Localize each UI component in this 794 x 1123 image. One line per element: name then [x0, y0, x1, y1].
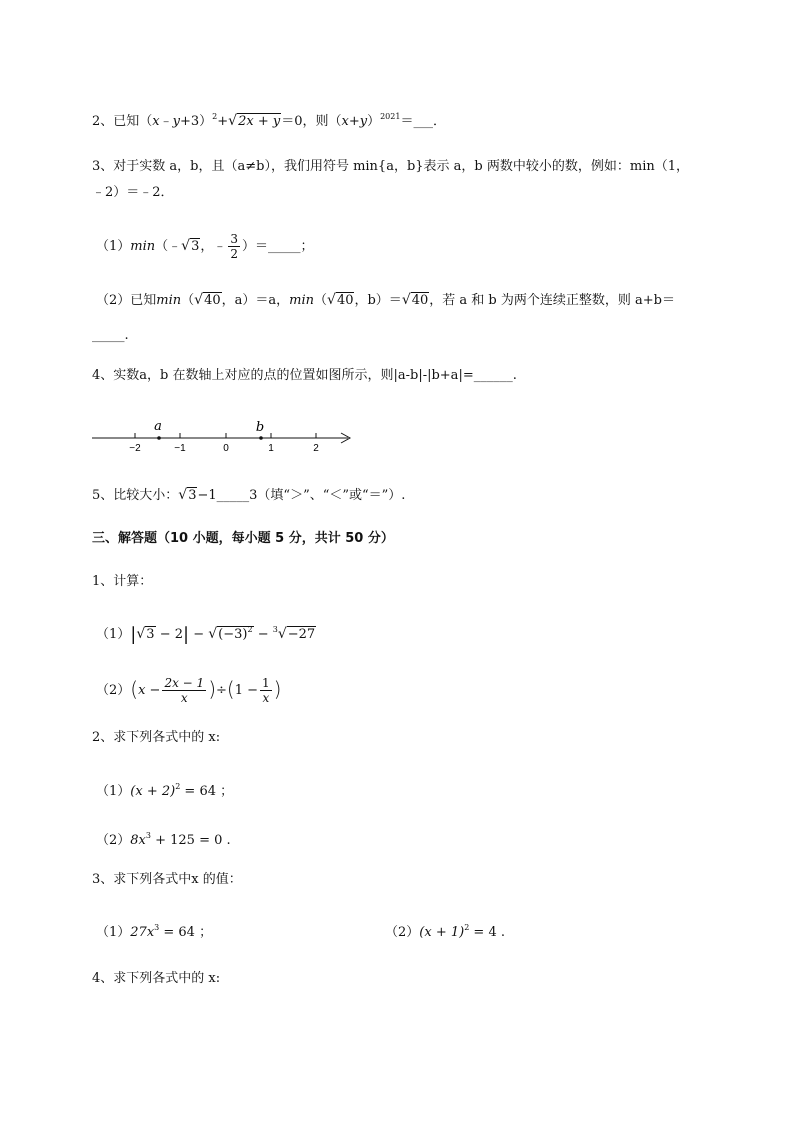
s2-p2-cube: 3	[145, 831, 151, 840]
q5-sqrt: √3	[178, 487, 197, 503]
q2-eq0: ＝0，则（	[281, 114, 342, 129]
q3-p2-a: ，a）＝a，	[221, 293, 290, 308]
s1-p2-fraction: $\frac{2x - 1}{x}$	[164, 676, 205, 705]
solve-2-part-1	[96, 778, 233, 801]
solve-3-title: 3、求下列各式中x 的值：	[92, 872, 242, 887]
s3-p2-prefix: （2）	[385, 925, 420, 940]
q2-sqrt: √2x + y	[228, 113, 281, 129]
s1-p2-x: x −	[138, 683, 161, 698]
s1-p1-cube-index: 3	[272, 625, 278, 634]
q2-close: ）	[367, 114, 381, 129]
point-b	[259, 436, 263, 440]
s3-p1-cube: 3	[154, 923, 160, 932]
q2-tail: ＝___．	[400, 114, 446, 129]
q2-y: y	[172, 114, 180, 129]
s1-p1-cbrt: √−27	[277, 626, 316, 642]
q3-p1-open: （﹣	[155, 239, 182, 254]
q3-p1-prefix: （1）	[96, 239, 131, 254]
q3-p2-b: ，b）＝	[354, 293, 402, 308]
q3-p2-sqrt2: √40	[327, 292, 354, 308]
point-a-label: a	[154, 419, 162, 434]
q3-p2-sqrt3: √40	[401, 292, 429, 308]
q5-minus1: −1	[197, 488, 217, 503]
q2-square: 2	[212, 112, 218, 121]
question-3-part-2: （2）已知min（√40，a）＝a，min（√40，b）＝√40，若 a 和 b 为两个连续正整数，则 a+b＝	[96, 292, 675, 308]
solve-2-title: 2、求下列各式中的 x:	[92, 730, 221, 745]
tick-label-1: 1	[268, 443, 274, 454]
q3-p1-tail: ）＝_____；	[242, 239, 314, 254]
solve-2-part-2	[96, 827, 231, 850]
s2-p1-prefix: （1）	[96, 784, 131, 799]
number-line	[90, 414, 360, 456]
s1-p1-minus2: − 2	[155, 627, 183, 642]
q3-p2-min1: min	[156, 293, 182, 308]
s2-p2-tail: + 125 = 0 .	[150, 833, 231, 848]
solve-1-part-2: （2）(x − $\frac{2x - 1}{x}$ )÷(1 − $\frac{1}{x}$ )	[96, 676, 282, 705]
s3-p2-tail: = 4 .	[469, 925, 505, 940]
question-4: 4、实数a，b 在数轴上对应的点的位置如图所示，则|a-b|-|b+a|=______.	[92, 368, 517, 383]
s3-p1-tail: = 64 ；	[159, 925, 213, 940]
q3-p1-mid: ，﹣	[200, 239, 227, 254]
q3-p2-tail: ，若 a 和 b 为两个连续正整数，则 a+b＝	[429, 293, 675, 308]
solve-1-title: 1、计算：	[92, 574, 153, 589]
s2-p1-expr: (x + 2)	[130, 784, 176, 799]
tick-label-neg1: −1	[174, 443, 186, 454]
q5-tail: _____3（填“＞”、“＜”或“＝”）.	[216, 488, 406, 503]
number-line-ticks	[135, 433, 316, 438]
s2-p2-expr: 8x	[130, 833, 146, 848]
q2-xy: x+y	[341, 114, 368, 129]
question-2	[92, 108, 446, 131]
question-3-line-1: 3、对于实数 a，b，且（a≠b），我们用符号 min{a，b}表示 a，b 两数中较小的数，例如：min（1，	[92, 159, 690, 174]
q3-p1-fraction: $\frac{3}{2}$	[230, 232, 239, 261]
tick-label-2: 2	[313, 443, 319, 454]
q3-p1-sqrt: √3	[181, 238, 200, 254]
s1-p1-prefix: （1）	[96, 627, 131, 642]
s2-p1-square: 2	[175, 782, 181, 791]
s3-p1-prefix: （1）	[96, 925, 131, 940]
q3-p2-sqrt1: √40	[194, 292, 221, 308]
s1-p1-minus: −	[189, 627, 209, 642]
q5-label: 5、比较大小：	[92, 488, 179, 503]
s2-p1-tail: = 64 ；	[180, 784, 234, 799]
point-a	[157, 436, 161, 440]
question-5	[92, 486, 405, 505]
q2-power: 2021	[380, 112, 401, 121]
q2-plus3: +3）	[180, 114, 213, 129]
q3-p2-min2: min	[289, 293, 314, 308]
question-3-part-1	[96, 232, 314, 261]
s1-p2-divide: ÷	[216, 683, 227, 698]
solve-3-part-2	[385, 919, 505, 942]
question-3-line-2: ﹣2）＝﹣2．	[92, 185, 174, 200]
tick-label-neg2: −2	[129, 443, 141, 454]
s2-p2-prefix: （2）	[96, 833, 131, 848]
s3-p2-expr: (x + 1)	[419, 925, 465, 940]
s1-p1-sqrt3: √3	[136, 626, 155, 642]
q2-label: 2、已知（	[92, 114, 153, 129]
solve-4-title: 4、求下列各式中的 x:	[92, 971, 221, 986]
s1-p2-fraction-2: $\frac{1}{x}$	[262, 676, 270, 705]
s1-p1-sqrt-neg3sq: $√(-3)^2$	[208, 625, 253, 642]
question-3-part-2-line-2: _____.	[92, 328, 129, 343]
s3-p1-expr: 27x	[130, 925, 155, 940]
tick-label-0: 0	[223, 443, 229, 454]
q2-minus: ﹣	[159, 114, 173, 129]
s1-p2-one: 1 −	[234, 683, 259, 698]
q2-plus: +	[217, 114, 229, 129]
q3-p2-prefix: （2）已知	[96, 293, 157, 308]
q3-p1-min: min	[130, 239, 156, 254]
s3-p2-square: 2	[464, 923, 470, 932]
q2-x: x	[152, 114, 160, 129]
section-3-heading: 三、解答题（10 小题，每小题 5 分，共计 50 分）	[92, 531, 394, 546]
s1-p1-minus-2: −	[253, 627, 273, 642]
solve-1-part-1: $(1)|√3 - 2| - √(-3)^2 - ^3√-27$	[96, 621, 316, 644]
s1-p2-prefix: （2）	[96, 683, 131, 698]
solve-3-part-1	[96, 919, 212, 942]
point-b-label: b	[255, 420, 265, 435]
